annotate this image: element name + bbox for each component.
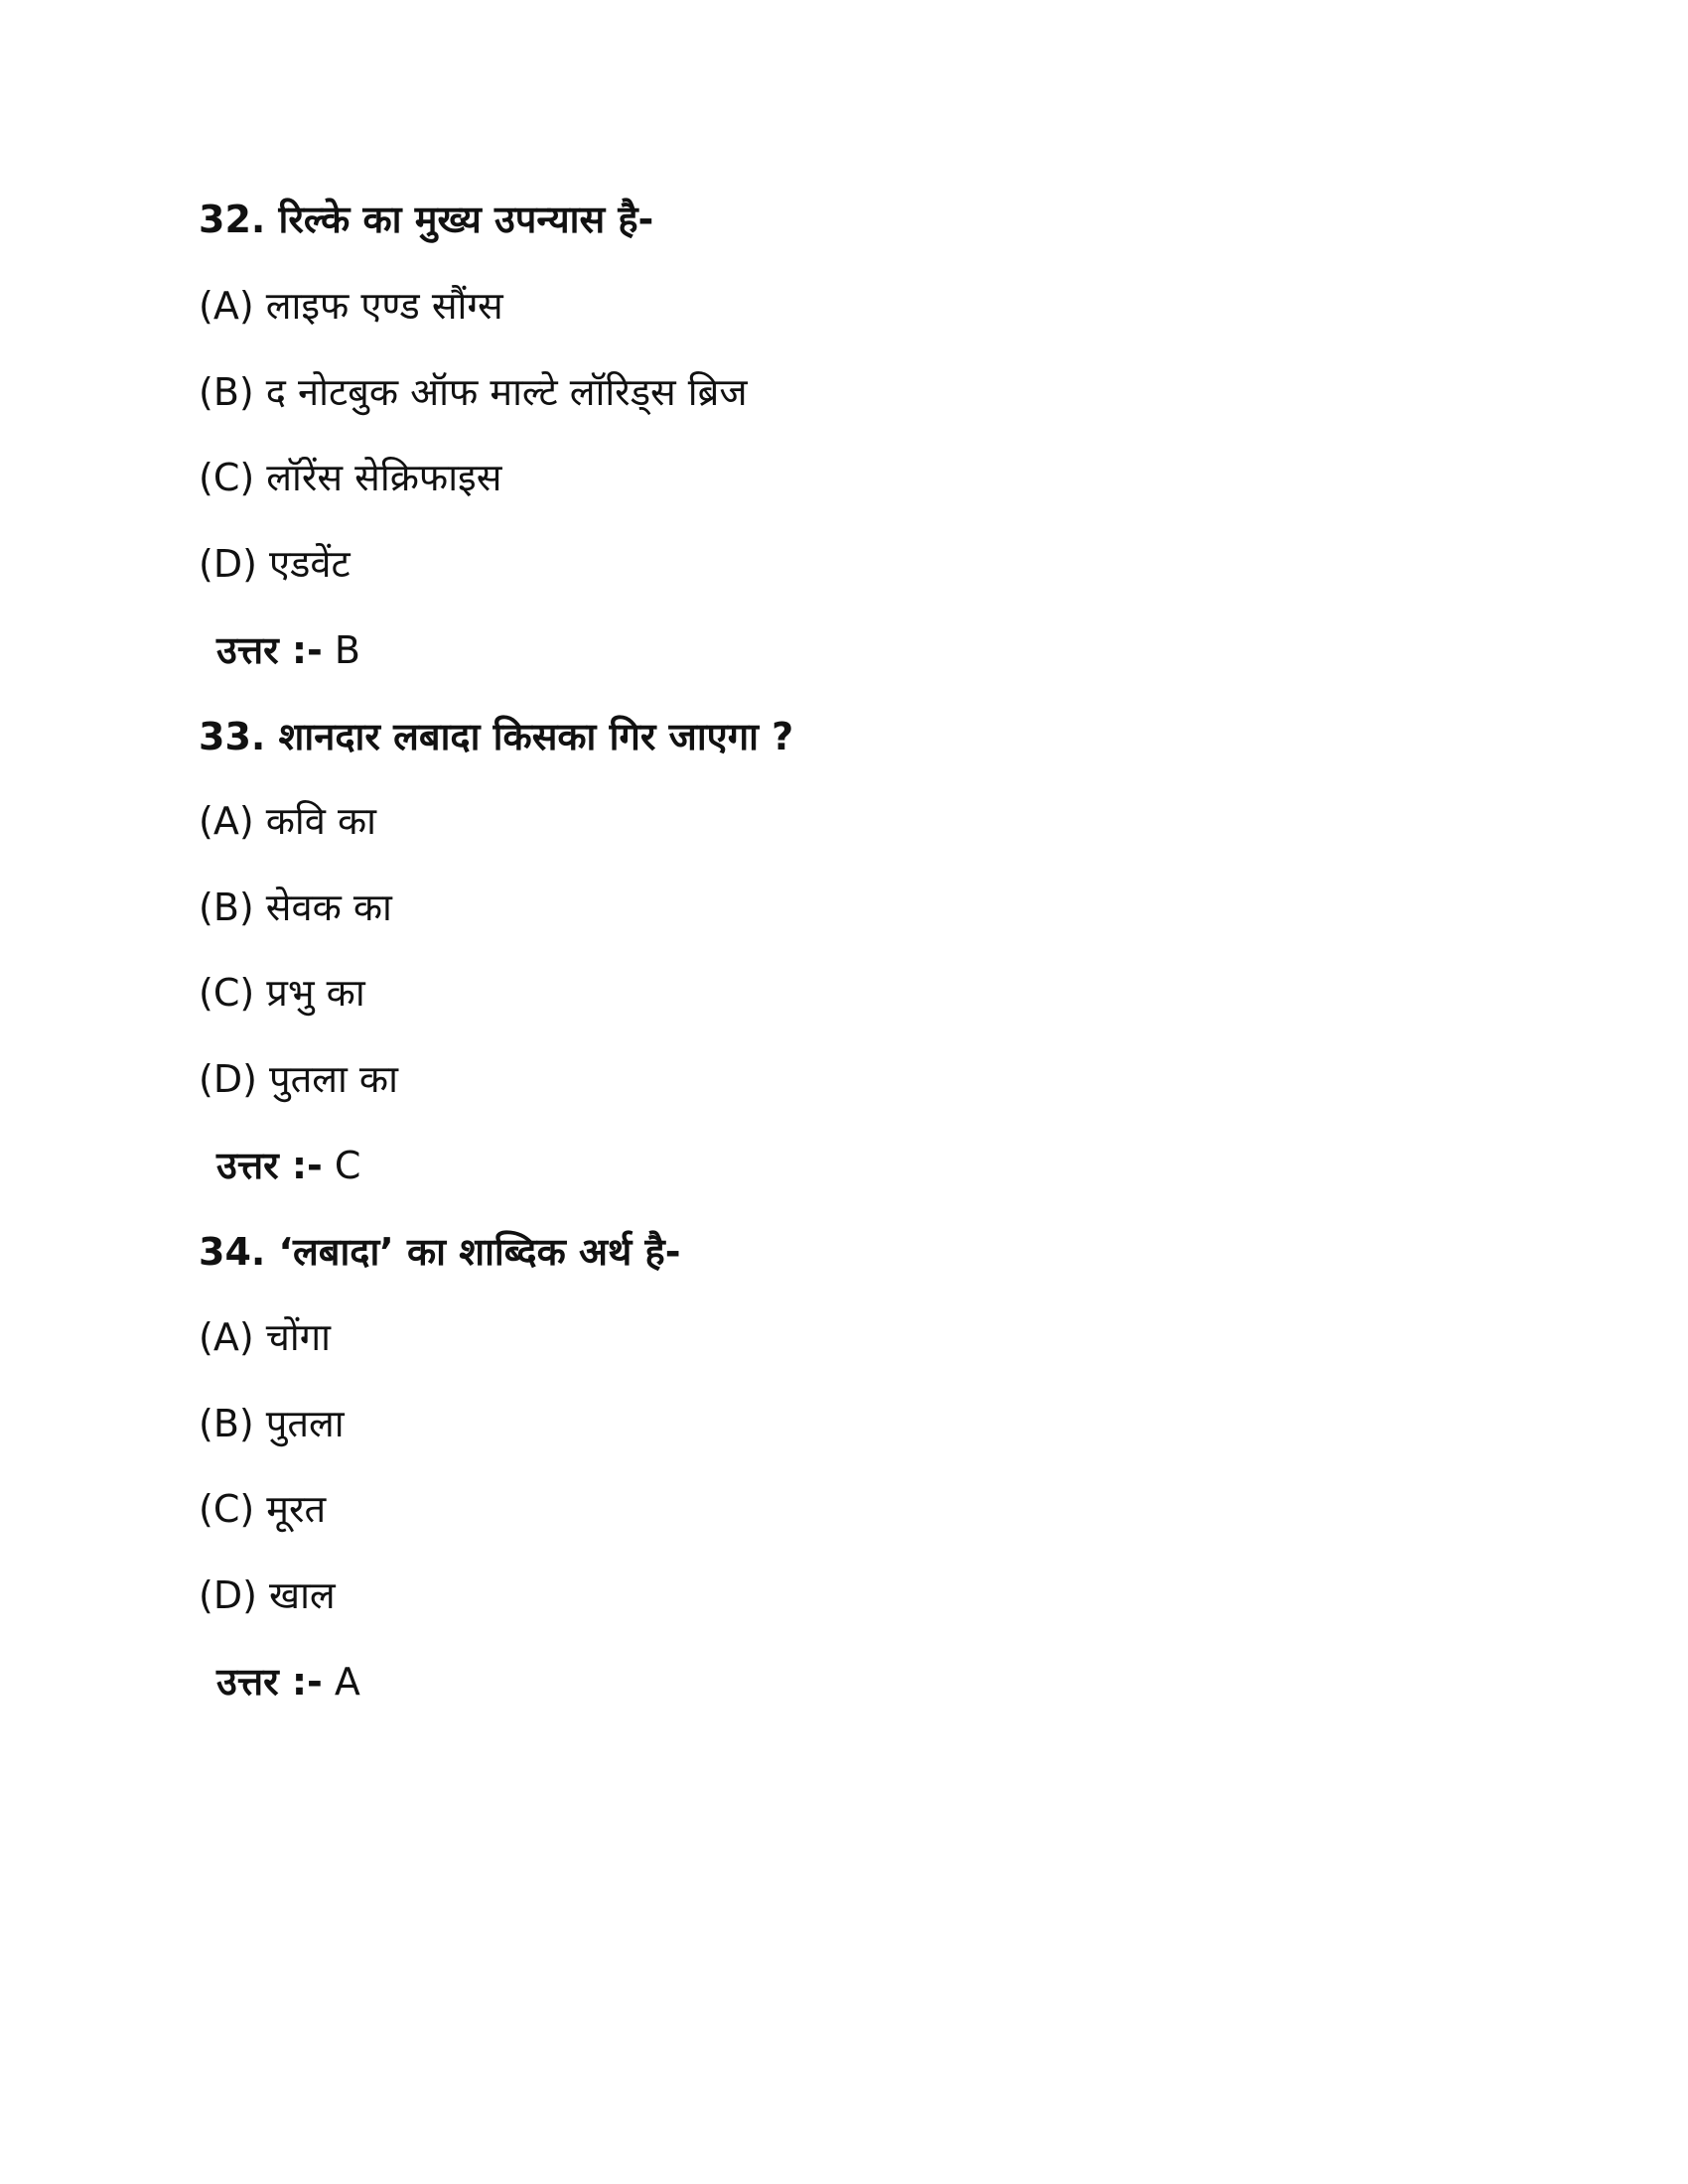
question-34-option-b: (B) पुतला — [199, 1402, 345, 1445]
question-32-option-b: (B) द नोटबुक ऑफ माल्टे लॉरिड्स ब्रिज — [199, 370, 748, 414]
question-32-option-a: (A) लाइफ एण्ड सौंग्स — [199, 284, 503, 328]
question-34-option-c: (C) मूरत — [199, 1487, 327, 1531]
answer-label: उत्तर :- — [216, 1660, 323, 1704]
question-34-title: 34. ‘लबादा’ का शाब्दिक अर्थ है- — [199, 1230, 681, 1274]
question-33-answer — [216, 1141, 360, 1190]
question-32-answer — [216, 625, 360, 675]
answer-value: A — [334, 1660, 360, 1704]
answer-label: उत्तर :- — [216, 1144, 323, 1187]
question-32-title: 32. रिल्के का मुख्य उपन्यास है- — [199, 198, 654, 241]
question-33-option-d: (D) पुतला का — [199, 1057, 398, 1101]
question-32-option-d: (D) एडवेंट — [199, 542, 351, 586]
question-34-option-d: (D) खाल — [199, 1573, 336, 1617]
answer-value: C — [334, 1144, 361, 1187]
question-32-option-c: (C) लॉरेंस सेक्रिफाइस — [199, 456, 502, 499]
question-33-option-b: (B) सेवक का — [199, 886, 392, 929]
question-33-option-c: (C) प्रभु का — [199, 971, 365, 1015]
answer-label: उत्तर :- — [216, 628, 323, 672]
question-34-answer — [216, 1657, 360, 1706]
question-33-title: 33. शानदार लबादा किसका गिर जाएगा ? — [199, 715, 794, 758]
question-33-option-a: (A) कवि का — [199, 799, 376, 843]
question-34-option-a: (A) चोंगा — [199, 1315, 331, 1359]
answer-value: B — [334, 628, 360, 672]
